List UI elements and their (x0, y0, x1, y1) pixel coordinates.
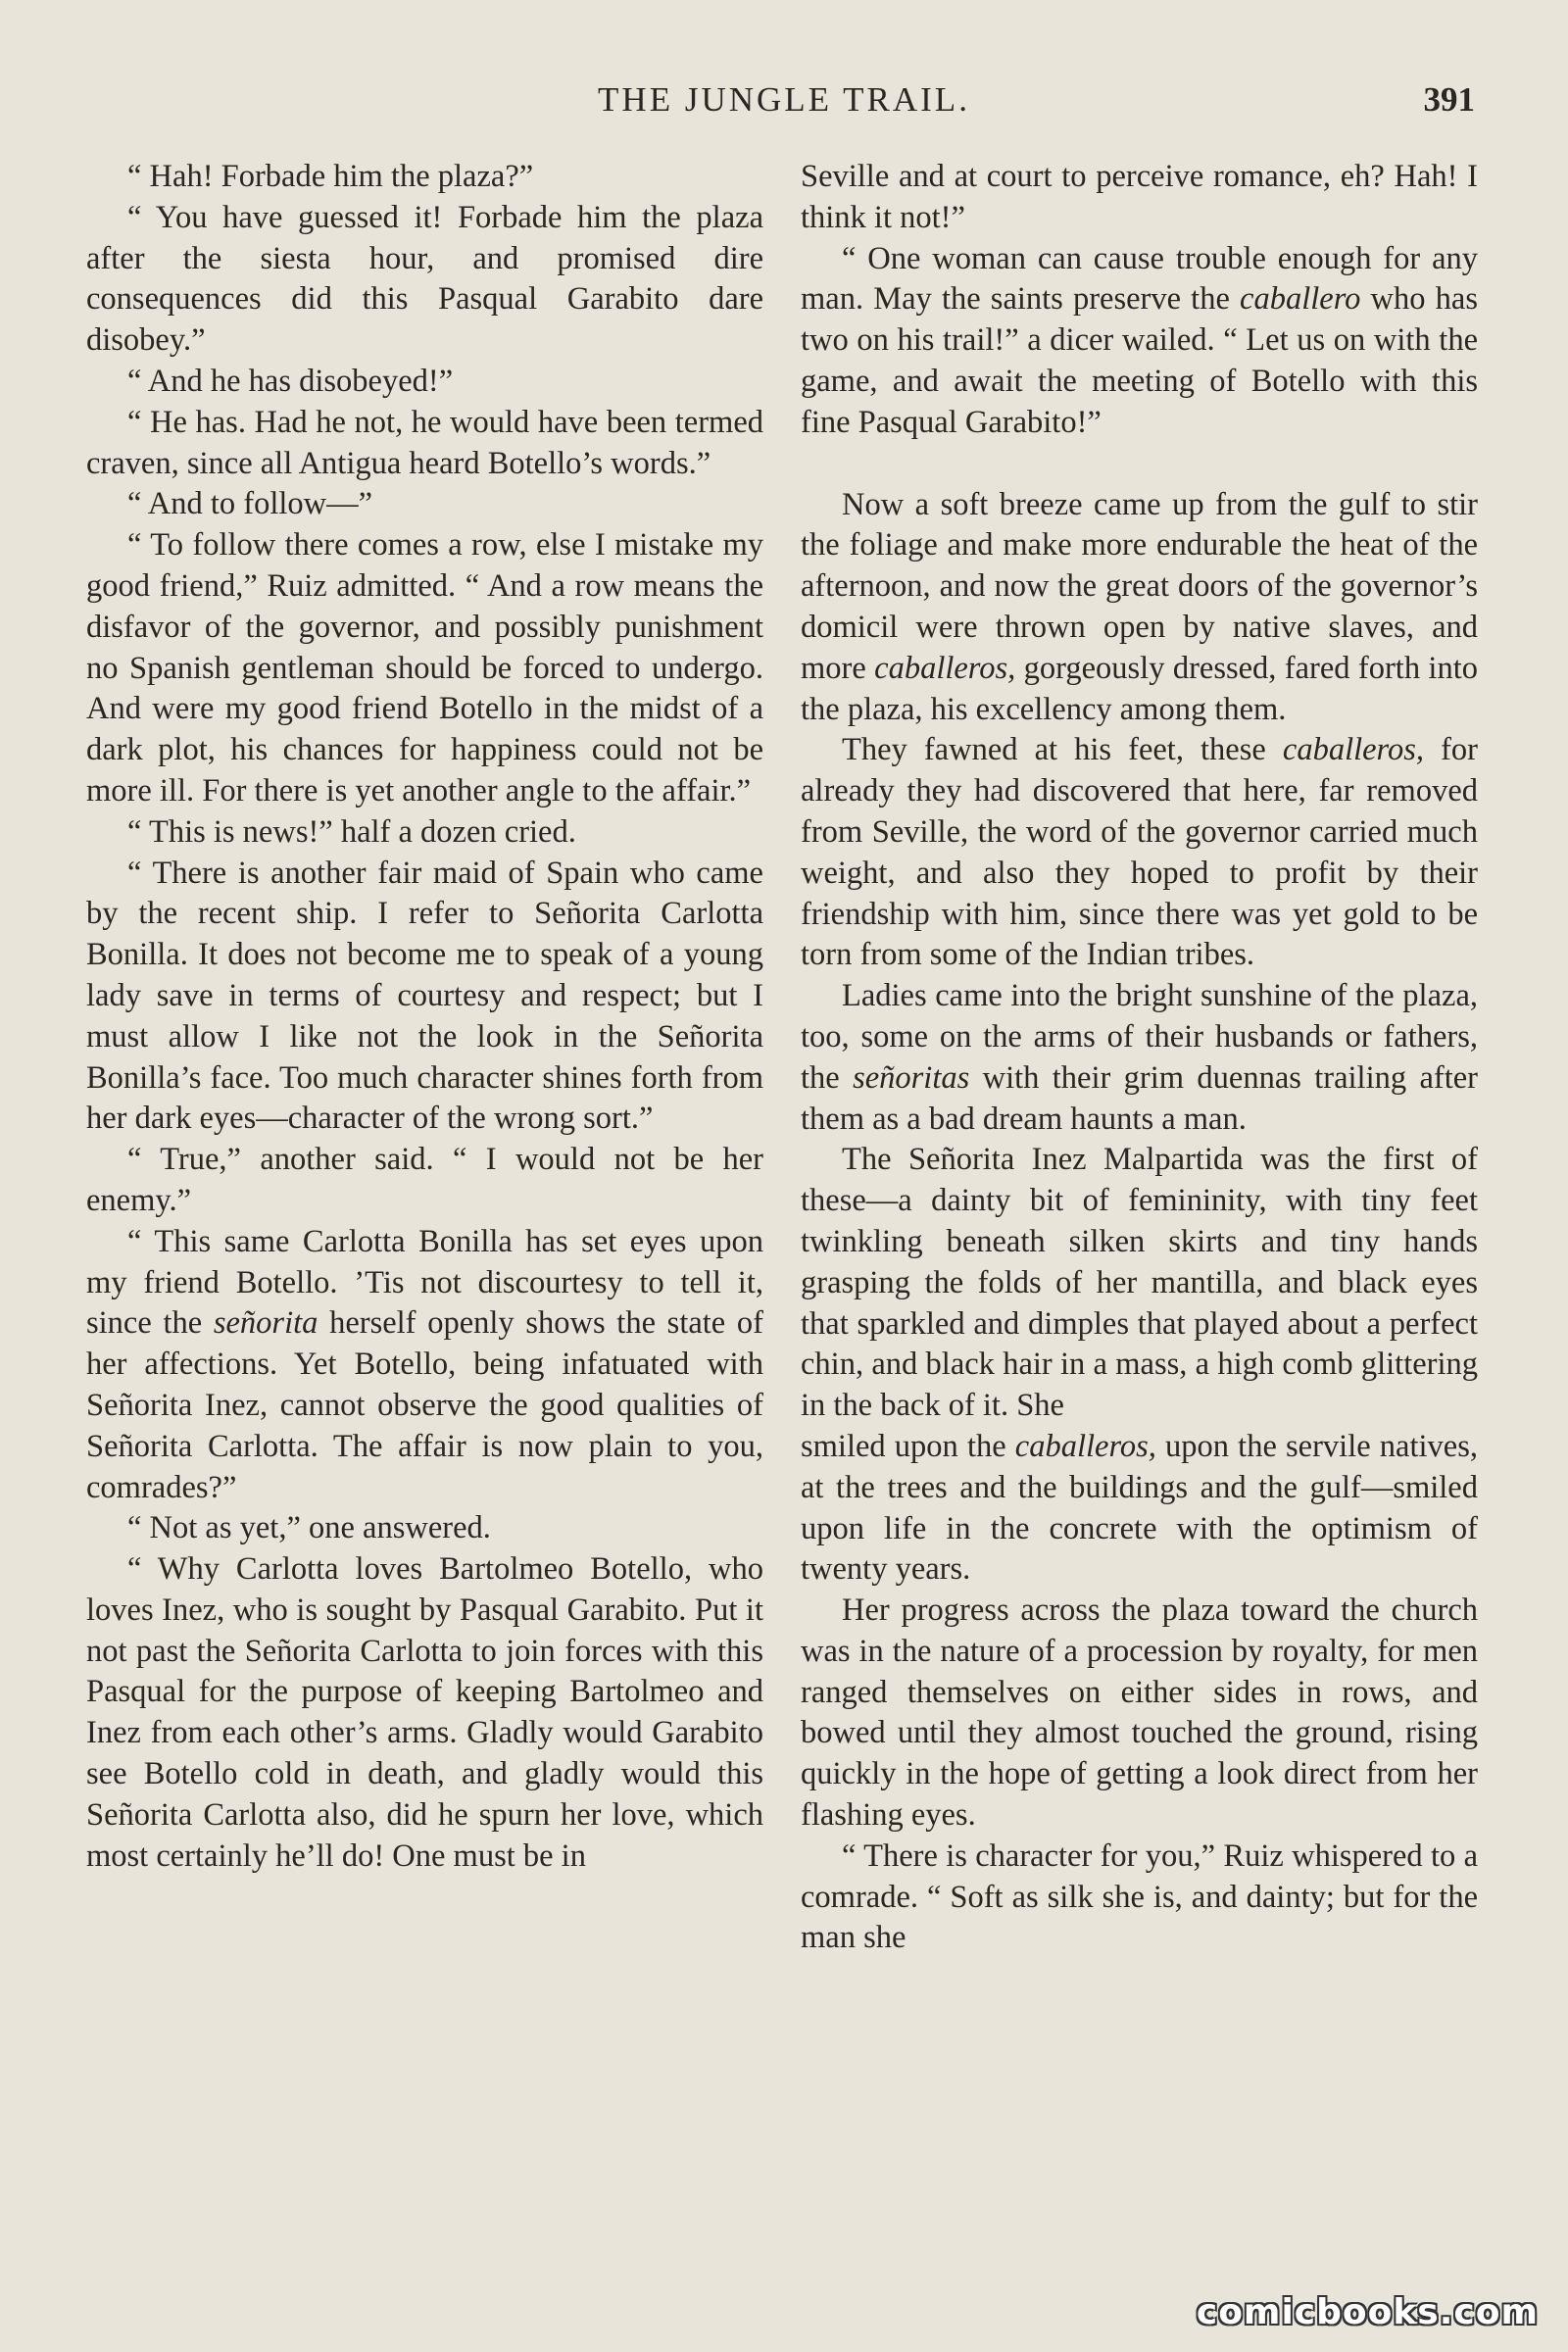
paragraph (801, 485, 1478, 731)
paragraph: “ Why Carlotta loves Bartolmeo Botello, who loves Inez, who is sought by Pasqual Garabito. Put it not past the Señorita Carlotta to join forces with this Pasqual for the purpose of keeping Bartolmeo and Inez from each other’s arms. Gladly would Garabito see Botello cold in death, and gladly would this Señorita Carlotta also, did he spurn her love, which most certainly he’ll do! One must be in (86, 1551, 763, 1874)
page-number: 391 (1423, 80, 1475, 119)
paragraph-text: upon the servile natives, at the trees and the buildings and the gulf—smiled upon life in the concrete with the optimism of twenty years. (801, 1428, 1478, 1588)
paragraph-text: for already they had discovered that here, far removed from Seville, the word of the governor carried much weight, and also they hoped to profit by their friendship with him, since there was yet gold to be torn from some of the Indian tribes. (801, 732, 1478, 973)
paragraph: “ And to follow—” (127, 486, 373, 522)
italic-term: caballeros, (1282, 732, 1425, 768)
paragraph-text: They fawned at his feet, these (842, 732, 1283, 768)
paragraph-text: herself openly shows the state of her affections. Yet Botello, being infatuated with Señorita Inez, cannot observe the good qualities of Señorita Carlotta. The affair is now plain to you, comrades?” (86, 1305, 763, 1505)
paragraph: “ True,” another said. “ I would not be her enemy.” (86, 1142, 763, 1218)
italic-term: señorita (213, 1305, 318, 1342)
paragraph (801, 976, 1478, 1140)
paragraph (801, 1427, 1478, 1591)
paragraph: “ This is news!” half a dozen cried. (127, 813, 576, 850)
site-watermark: comicbooks.com (1196, 2292, 1539, 2332)
paragraph (801, 239, 1478, 444)
paragraph-text: smiled upon the (801, 1428, 1015, 1464)
paragraph-text: “ One woman can cause trouble enough for any man. May the saints preserve the (801, 240, 1478, 318)
paragraph: The Señorita Inez Malpartida was the first of these—a dainty bit of femininity, with tiny feet twinkling beneath silken skirts and tiny hands grasping the folds of her mantilla, and black eyes that sparkled and dimples that played about a perfect chin, and black hair in a mass, a high comb glittering in the back of it. She (801, 1142, 1478, 1424)
running-title: THE JUNGLE TRAIL. (598, 80, 970, 119)
paragraph: “ To follow there comes a row, else I mistake my good friend,” Ruiz admitted. “ And a row means the disfavor of the governor, and possibly punishment no Spanish gentleman should be forced to undergo. And were my good friend Botello in the midst of a dark plot, his chances for happiness could not be more ill. For there is yet another angle to the affair.” (86, 527, 763, 808)
paragraph (86, 1222, 763, 1509)
paragraph-text: gorgeously dressed, fared forth into the plaza, his excellency among them. (801, 650, 1478, 727)
paragraph: “ He has. Had he not, he would have been termed craven, since all Antigua heard Botello’s words.” (86, 404, 763, 481)
paragraph-text: “ This same Carlotta Bonilla has set eyes upon my friend Botello. ’Tis not discourtesy to tell it, since the (86, 1223, 763, 1342)
paragraph: “ Hah! Forbade him the plaza?” (127, 159, 534, 194)
paragraph (801, 730, 1478, 976)
left-column (86, 157, 763, 2264)
paragraph: “ Not as yet,” one answered. (127, 1510, 491, 1546)
paragraph: “ You have guessed it! Forbade him the plaza after the siesta hour, and promised dire consequences did this Pasqual Garabito dare disobey.” (86, 199, 763, 359)
paragraph: “ There is character for you,” Ruiz whispered to a comrade. “ Soft as silk she is, and dainty; but for the man she (801, 1838, 1478, 1956)
italic-term: caballeros, (1014, 1428, 1156, 1464)
italic-term: caballeros, (874, 650, 1016, 686)
paragraph-text: with their grim duennas trailing after them as a bad dream haunts a man. (801, 1059, 1478, 1137)
paragraph: “ And he has disobeyed!” (127, 363, 454, 399)
text-columns (86, 157, 1478, 2264)
italic-term: caballero (1240, 281, 1361, 318)
paragraph-text: Ladies came into the bright sunshine of the plaza, too, some on the arms of their husbands or fathers, the (801, 978, 1478, 1096)
paragraph: Her progress across the plaza toward the church was in the nature of a procession by royalty, for men ranged themselves on either sides in rows, and bowed until they almost touched the ground, rising quickly in the hope of getting a look direct from her flashing eyes. (801, 1592, 1478, 1834)
paragraph-text: Now a soft breeze came up from the gulf to stir the foliage and make more endurable the heat of the afternoon, and now the great doors of the governor’s domicil were thrown open by native slaves, and more (801, 486, 1478, 686)
paragraph-text: who has two on his trail!” a dicer wailed. “ Let us on with the game, and await the meeting of Botello with this fine Pasqual Garabito!” (801, 281, 1478, 440)
page-header (0, 80, 1568, 129)
paragraph: “ There is another fair maid of Spain who came by the recent ship. I refer to Señorita Carlotta Bonilla. It does not become me to speak of a young lady save in terms of courtesy and respect; but I must allow I like not the look in the Señorita Bonilla’s face. Too much character shines forth from her dark eyes—character of the wrong sort.” (86, 855, 763, 1137)
italic-term: señoritas (853, 1059, 970, 1096)
paragraph: Seville and at court to perceive romance, eh? Hah! I think it not!” (801, 159, 1478, 235)
right-column (801, 157, 1478, 2264)
